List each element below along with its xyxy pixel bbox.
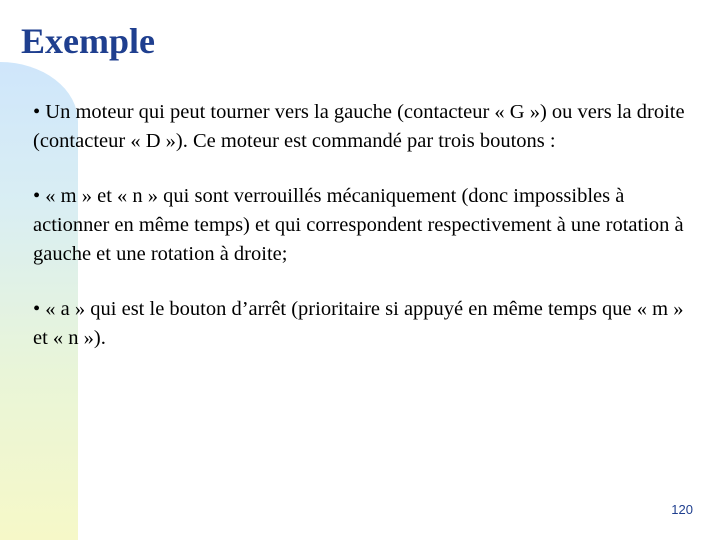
slide-title: Exemple [21,21,155,61]
slide-content [33,98,698,379]
slide-number: 120 [671,502,693,517]
bullet-paragraph-1: • Un moteur qui peut tourner vers la gauche (contacteur « G ») ou vers la droite (contacteur « D »). Ce moteur est commandé par trois boutons : [33,101,685,152]
bullet-paragraph-2: • « m » et « n » qui sont verrouillés mécaniquement (donc impossibles à actionner en même temps) et qui correspondent respectivement à une rotation à gauche et une rotation à droite; [33,185,684,265]
bullet-paragraph-3: • « a » qui est le bouton d’arrêt (prioritaire si appuyé en même temps que « m » et « n »). [33,298,684,349]
